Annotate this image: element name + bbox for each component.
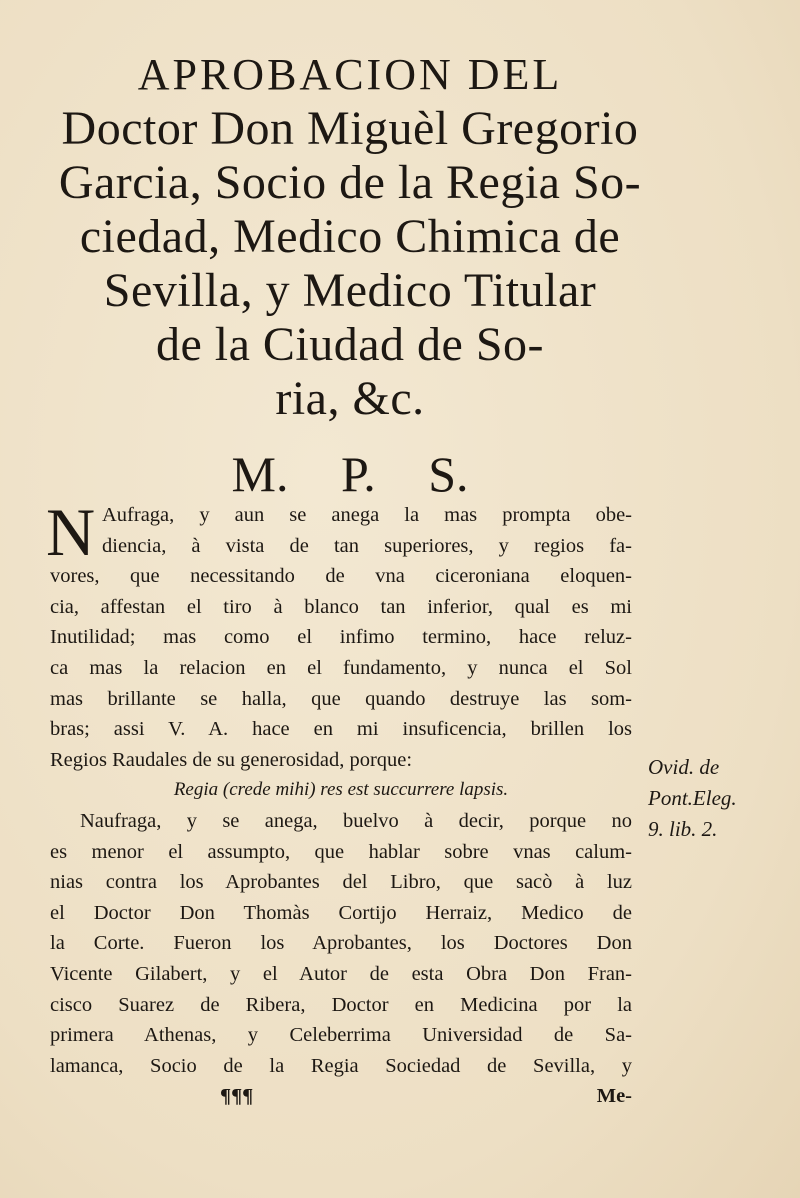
drop-cap: N [46, 494, 96, 570]
text-line: es menor el assumpto, que hablar sobre vnas calum- [50, 840, 632, 863]
signature-mark: ¶¶¶ [220, 1085, 254, 1108]
marginal-note-line: 9. lib. 2. [648, 817, 718, 841]
title-line: Doctor Don Miguèl Gregorio [61, 102, 639, 155]
text-line: ca mas la relacion en el fundamento, y nunca el Sol [50, 656, 632, 679]
text-line: diencia, à vista de tan superiores, y regios fa- [102, 534, 632, 557]
text-line: Vicente Gilabert, y el Autor de esta Obra Don Fran- [50, 962, 632, 985]
text-line: nias contra los Aprobantes del Libro, que sacò à luz [50, 871, 632, 894]
title-line: Sevilla, y Medico Titular [103, 264, 597, 317]
catchword: Me- [596, 1085, 632, 1108]
salutation: M. P. S. [231, 446, 469, 502]
approval-heading [20, 48, 680, 426]
text-line: primera Athenas, y Celeberrima Universidad de Sa- [50, 1024, 632, 1047]
title-line: de la Ciudad de So- [155, 318, 545, 371]
text-line: lamanca, Socio de la Regia Sociedad de Sevilla, y [50, 1054, 632, 1077]
text-line: vores, que necessitando de vna ciceroniana eloquen- [50, 565, 632, 588]
text-line: Naufraga, y se anega, buelvo à decir, porque no [80, 809, 632, 832]
marginal-note [648, 752, 778, 845]
text-line: la Corte. Fueron los Aprobantes, los Doctores Don [50, 932, 632, 955]
title-line: ria, &c. [275, 372, 425, 425]
marginal-note-line: Ovid. de [648, 755, 720, 779]
text-line: cisco Suarez de Ribera, Doctor en Medicina por la [50, 993, 632, 1016]
text-line: Regios Raudales de su generosidad, porque: [50, 748, 413, 771]
text-line: el Doctor Don Thomàs Cortijo Herraiz, Medico de [50, 901, 632, 924]
body-text [46, 494, 632, 1111]
text-line: Aufraga, y aun se anega la mas prompta obe- [102, 504, 632, 526]
marginal-note-line: Pont.Eleg. [648, 786, 737, 810]
latin-quote: Regia (crede mihi) res est succurrere lapsis. [173, 779, 509, 801]
title-line: Garcia, Socio de la Regia So- [58, 156, 642, 209]
title-line: ciedad, Medico Chimica de [79, 210, 621, 263]
text-line: cia, affestan el tiro à blanco tan inferior, qual es mi [50, 595, 632, 618]
page-footer [50, 1081, 632, 1111]
text-line: mas brillante se halla, que quando destruye las som- [50, 687, 632, 710]
text-line: Inutilidad; mas como el infimo termino, hace reluz- [50, 626, 632, 649]
text-line: bras; assi V. A. hace en mi insuficencia, brillen los [50, 718, 632, 741]
title-line: APROBACION DEL [137, 50, 563, 99]
